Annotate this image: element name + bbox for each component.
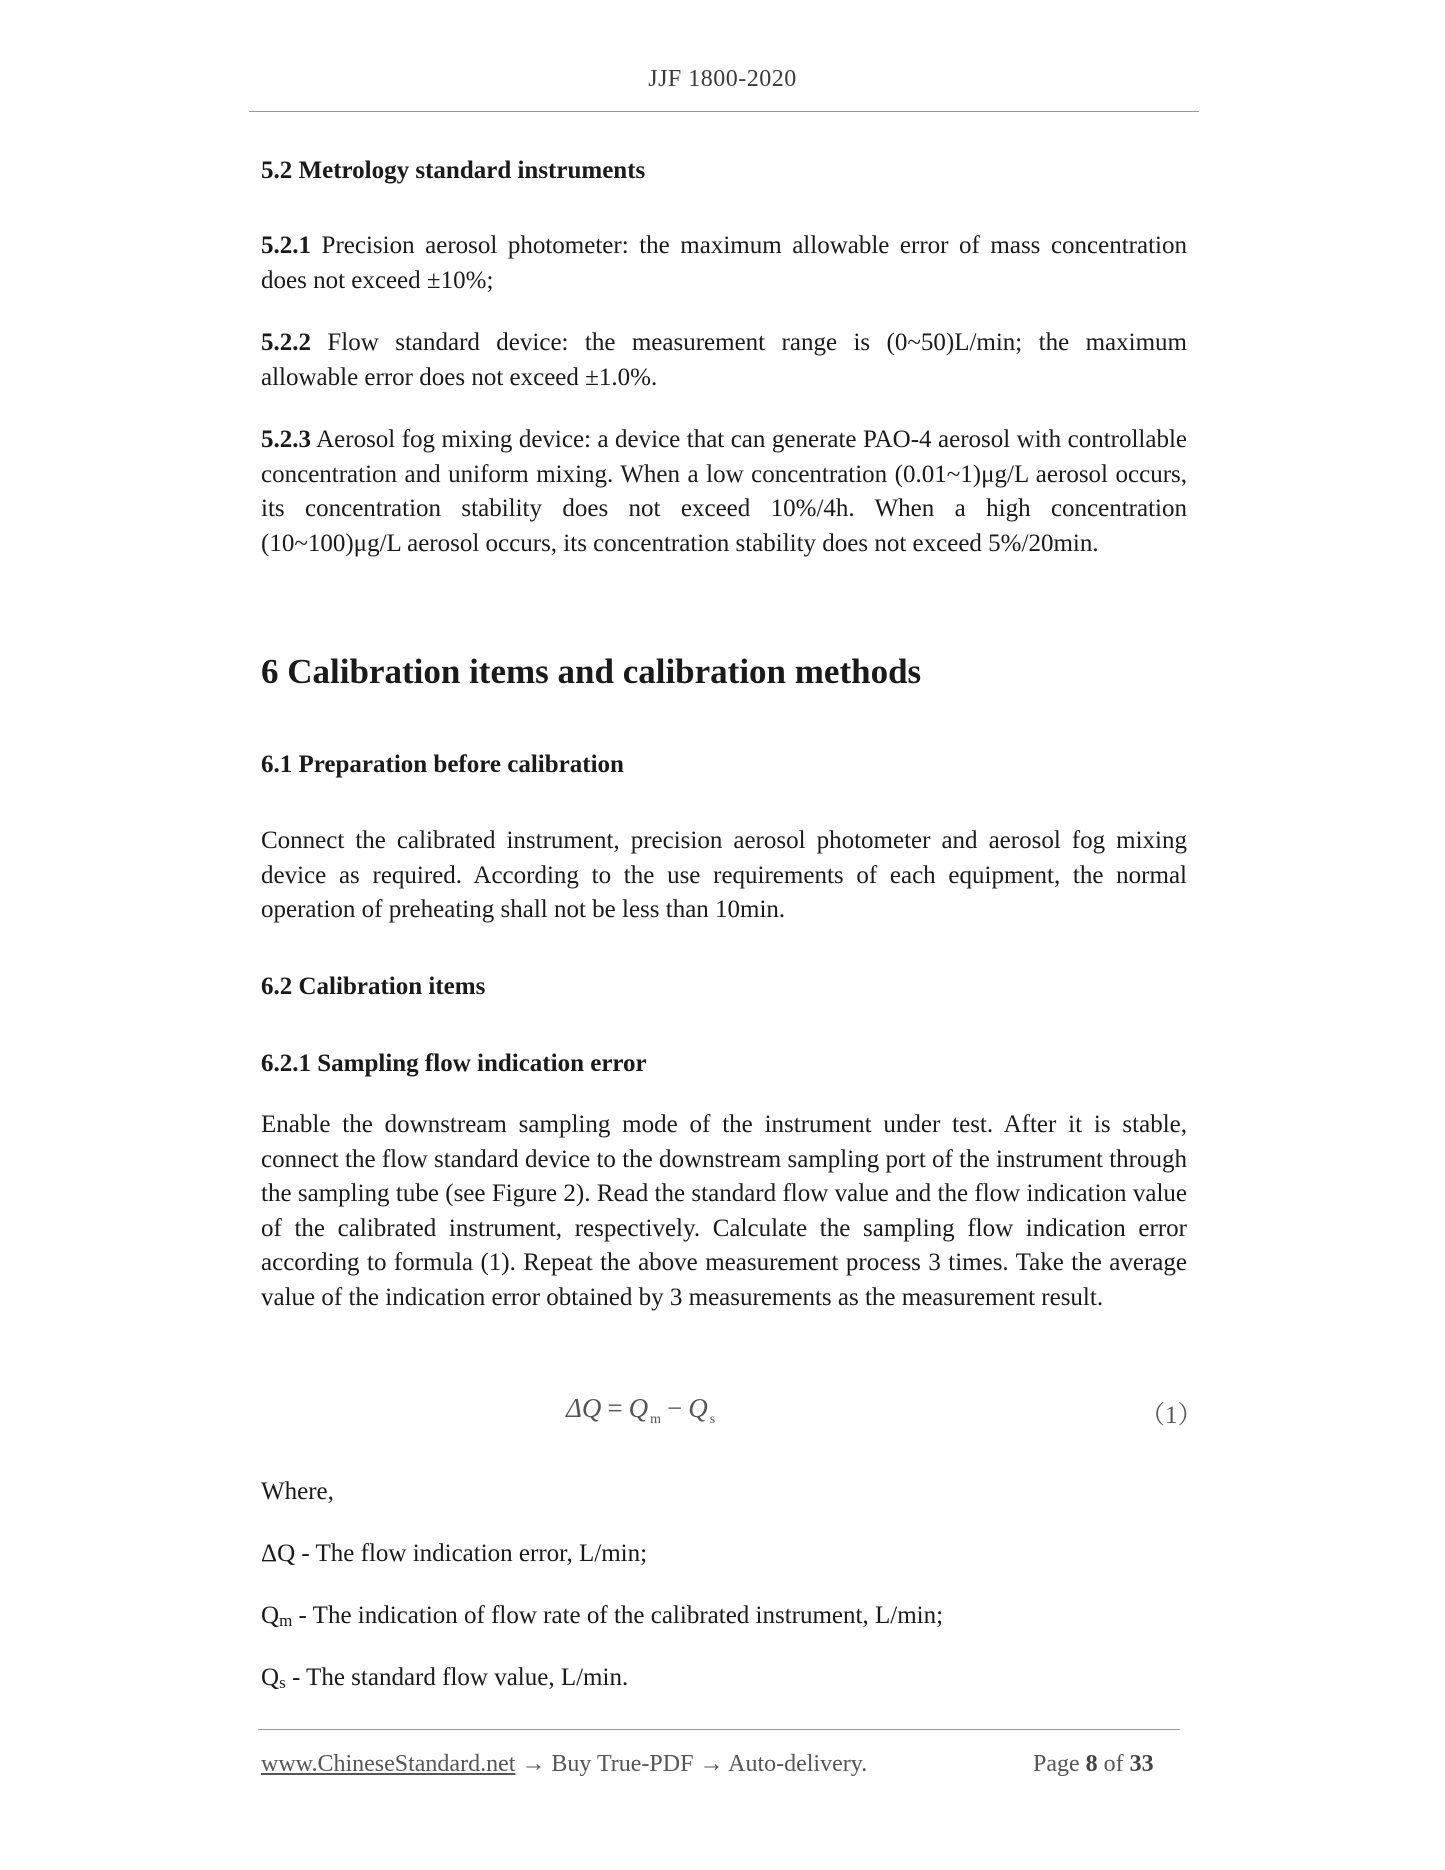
- clause-5-2-3-number: 5.2.3: [261, 426, 311, 453]
- formula-delta-q: ΔQ: [566, 1393, 602, 1423]
- total-pages-number: 33: [1129, 1751, 1154, 1777]
- clause-5-2-1-number: 5.2.1: [261, 232, 311, 259]
- formula-qs-subscript: s: [709, 1412, 716, 1427]
- section-5-2-heading: 5.2 Metrology standard instruments: [261, 157, 646, 184]
- section-6-2-1-heading: 6.2.1 Sampling flow indication error: [261, 1050, 647, 1077]
- where-intro: Where,: [261, 1478, 334, 1505]
- clause-5-2-1-text: Precision aerosol photometer: the maximum allowable error of mass concentration does not exceed ±10%;: [261, 232, 1187, 294]
- where-item-qm: [261, 1602, 943, 1631]
- clause-5-2-2-text: Flow standard device: the measurement range is (0~50)L/min; the maximum allowable error does not exceed ±1.0%.: [261, 329, 1187, 391]
- clause-5-2-1: [261, 229, 1187, 298]
- where-item-qm-symbol: Q: [261, 1602, 280, 1629]
- section-6-2-heading: 6.2 Calibration items: [261, 973, 486, 1000]
- footer-divider: [258, 1729, 1180, 1730]
- where-item-qs-subscript: s: [279, 1673, 286, 1692]
- where-item-qs: [261, 1664, 628, 1693]
- formula-qm: Q: [628, 1393, 649, 1423]
- page-indicator: [1033, 1751, 1154, 1778]
- page-label: Page: [1033, 1751, 1086, 1777]
- footer-promo-text: → Buy True-PDF → Auto-delivery.: [515, 1751, 868, 1777]
- formula-qs: Q: [688, 1393, 708, 1423]
- website-link[interactable]: www.ChineseStandard.net: [261, 1751, 516, 1777]
- current-page-number: 8: [1085, 1751, 1098, 1777]
- formula-1: [566, 1393, 715, 1428]
- formula-minus: −: [666, 1393, 683, 1423]
- where-item-qs-text: - The standard flow value, L/min.: [285, 1664, 629, 1691]
- where-item-qs-symbol: Q: [261, 1664, 280, 1691]
- clause-5-2-2: [261, 326, 1187, 395]
- clause-5-2-3: [261, 423, 1187, 561]
- chapter-6-heading: 6 Calibration items and calibration methods: [261, 652, 922, 691]
- formula-number: （1）: [1140, 1402, 1203, 1429]
- section-6-1-paragraph: Connect the calibrated instrument, precision aerosol photometer and aerosol fog mixing device as required. According to the use requirements of each equipment, the normal operation of preheating shall not be less than 10min.: [261, 827, 1187, 924]
- footer-promo: [261, 1751, 867, 1778]
- section-6-1-heading: 6.1 Preparation before calibration: [261, 751, 624, 778]
- clause-5-2-3-text: Aerosol fog mixing device: a device that can generate PAO-4 aerosol with controllable concentration and uniform mixing. When a low concentration (0.01~1)μg/L aerosol occurs, its concentration stability does not exceed 10%/4h. When a high concentration (10~100)μg/L aerosol occurs, its concentration stability does not exceed 5%/20min.: [261, 426, 1187, 557]
- where-item-qm-text: - The indication of flow rate of the calibrated instrument, L/min;: [292, 1602, 944, 1629]
- clause-5-2-2-number: 5.2.2: [261, 329, 311, 356]
- section-6-2-1-paragraph: Enable the downstream sampling mode of the instrument under test. After it is stable, connect the flow standard device to the downstream sampling port of the instrument through the sampling tube (see Figure 2). Read the standard flow value and the flow indication value of the calibrated instrument, respectively. Calculate the sampling flow indication error according to formula (1). Repeat the above measurement process 3 times. Take the average value of the indication error obtained by 3 measurements as the measurement result.: [261, 1111, 1187, 1311]
- formula-qm-subscript: m: [650, 1412, 661, 1427]
- where-item-delta-q: ΔQ - The flow indication error, L/min;: [261, 1540, 648, 1567]
- formula-equals: =: [607, 1393, 623, 1423]
- header-divider: [249, 111, 1199, 112]
- document-code-header: JJF 1800-2020: [648, 66, 797, 92]
- of-label: of: [1097, 1751, 1130, 1777]
- where-item-qm-subscript: m: [279, 1611, 293, 1630]
